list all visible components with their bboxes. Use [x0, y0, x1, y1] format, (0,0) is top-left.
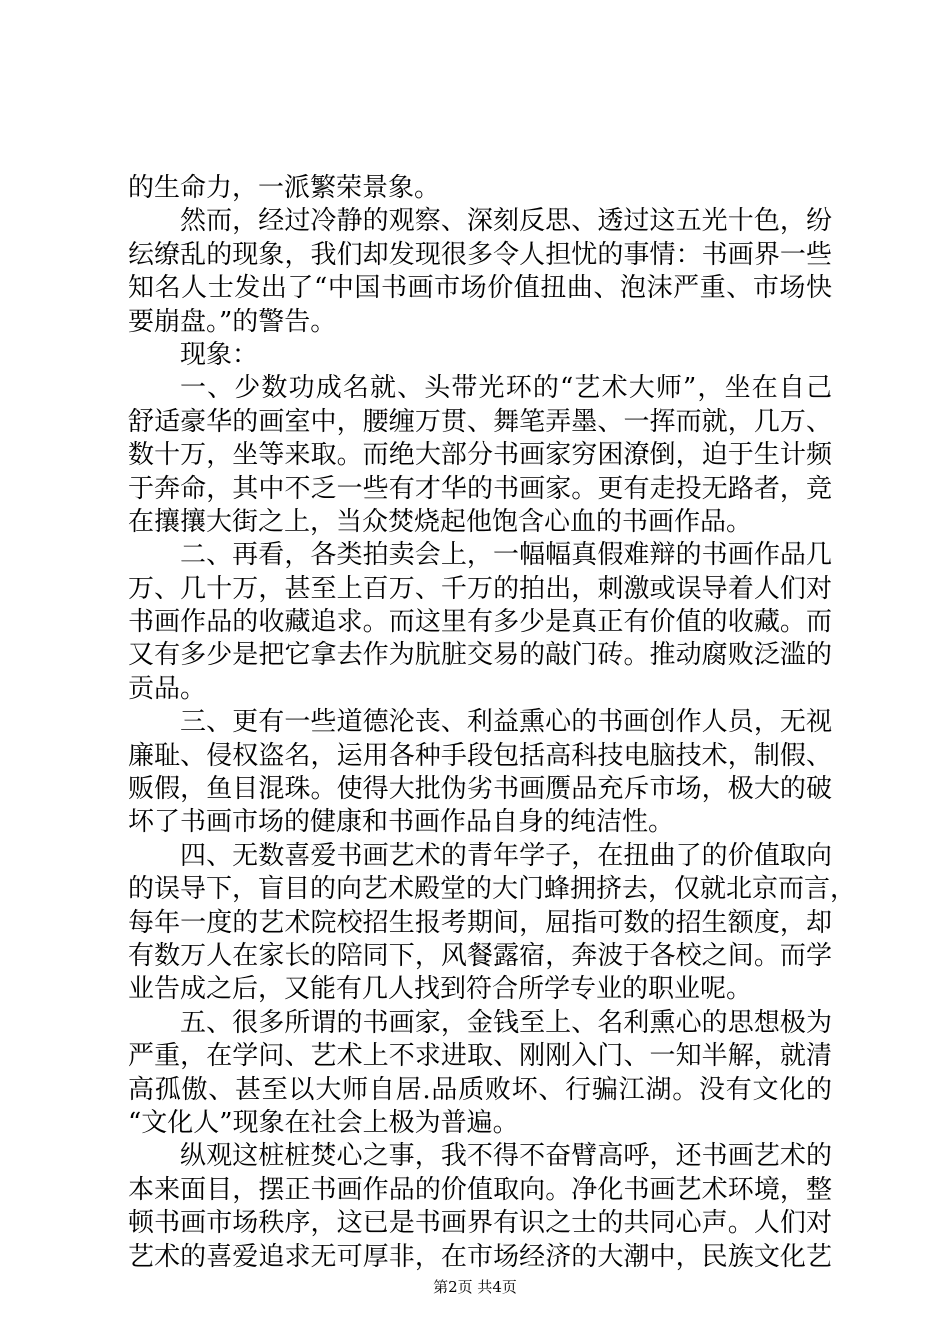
page-footer	[0, 1277, 950, 1297]
text-line: 坏了书画市场的健康和书画作品自身的纯洁性。	[128, 807, 675, 838]
text-line: 于奔命，其中不乏一些有才华的书画家。更有走投无路者，竞	[128, 473, 832, 504]
text-line: 纭缭乱的现象，我们却发现很多令人担忧的事情：书画界一些	[128, 239, 832, 270]
text-line: 四、无数喜爱书画艺术的青年学子，在扭曲了的价值取向	[180, 840, 832, 871]
text-line: 在攘攘大街之上，当众焚烧起他饱含心血的书画作品。	[128, 506, 753, 537]
text-line: “文化人”现象在社会上极为普遍。	[128, 1107, 519, 1138]
text-line: 业告成之后，又能有几人找到符合所学专业的职业呢。	[128, 974, 753, 1005]
page-number-label: 第2页 共4页	[433, 1278, 517, 1296]
text-line: 有数万人在家长的陪同下，风餐露宿，奔波于各校之间。而学	[128, 940, 832, 971]
document-body	[128, 172, 857, 1274]
text-line: 每年一度的艺术院校招生报考期间，屈指可数的招生额度，却	[128, 907, 832, 938]
text-line: 的生命力，一派繁荣景象。	[128, 173, 441, 203]
text-line: 二、再看，各类拍卖会上，一幅幅真假难辩的书画作品几	[180, 540, 832, 571]
text-line: 高孤傲、甚至以大师自居.品质败坏、行骗江湖。没有文化的	[128, 1074, 832, 1105]
text-line: 贡品。	[128, 673, 207, 704]
text-line: 贩假，鱼目混珠。使得大批伪劣书画赝品充斥市场，极大的破	[128, 774, 832, 805]
text-line: 五、很多所谓的书画家，金钱至上、名利熏心的思想极为	[180, 1007, 832, 1038]
text-line: 本来面目，摆正书画作品的价值取向。净化书画艺术环境，整	[128, 1174, 832, 1205]
text-line: 又有多少是把它拿去作为肮脏交易的敲门砖。推动腐败泛滥的	[128, 640, 832, 671]
text-line: 三、更有一些道德沦丧、利益熏心的书画创作人员，无视	[180, 707, 832, 738]
text-line: 现象：	[180, 339, 259, 370]
text-line: 然而，经过冷静的观察、深刻反思、透过这五光十色，纷	[180, 206, 832, 237]
text-line: 的误导下，盲目的向艺术殿堂的大门蜂拥挤去，仅就北京而言，	[128, 874, 857, 905]
text-line: 艺术的喜爱追求无可厚非，在市场经济的大潮中，民族文化艺	[128, 1241, 832, 1272]
text-line: 顿书画市场秩序，这已是书画界有识之士的共同心声。人们对	[128, 1208, 832, 1239]
text-line: 知名人士发出了“中国书画市场价值扭曲、泡沫严重、市场快	[128, 273, 832, 304]
text-line: 严重，在学问、艺术上不求进取、刚刚入门、一知半解，就清	[128, 1041, 832, 1072]
text-line: 数十万，坐等来取。而绝大部分书画家穷困潦倒，迫于生计频	[128, 440, 832, 471]
text-line: 万、几十万，甚至上百万、千万的拍出，刺激或误导着人们对	[128, 573, 832, 604]
text-line: 舒适豪华的画室中，腰缠万贯、舞笔弄墨、一挥而就，几万、	[128, 406, 832, 437]
text-line: 要崩盘。”的警告。	[128, 306, 337, 337]
text-line: 廉耻、侵权盗名，运用各种手段包括高科技电脑技术，制假、	[128, 740, 832, 771]
text-line: 一、少数功成名就、头带光环的“艺术大师”，坐在自己	[180, 373, 832, 404]
text-line: 纵观这桩桩焚心之事，我不得不奋臂高呼，还书画艺术的	[180, 1141, 832, 1172]
text-line: 书画作品的收藏追求。而这里有多少是真正有价值的收藏。而	[128, 607, 832, 638]
